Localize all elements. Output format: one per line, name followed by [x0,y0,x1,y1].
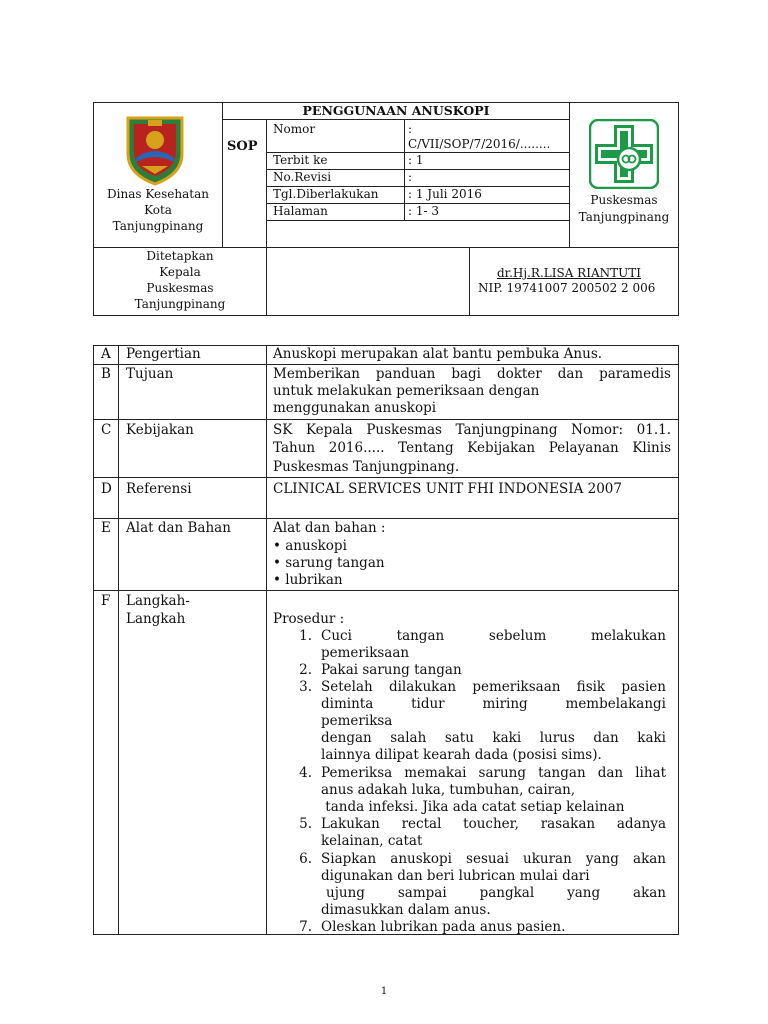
step-number: 3. [299,679,312,695]
row-e-label: Alat dan Bahan [126,520,231,536]
left-org-line-2: Kota [144,203,172,217]
city-emblem-icon [122,114,188,186]
step-line: dengan salah satu kaki lurus dan kaki [321,730,666,746]
row-a-letter: A [101,346,111,362]
signer-nip: NIP. 19741007 200502 2 006 [478,281,656,295]
step-line: dimasukkan dalam anus. [321,902,491,918]
row-d-label: Referensi [126,481,192,497]
step-line: pemeriksa [321,713,393,729]
row-e-content-4: • lubrikan [273,572,343,588]
step-number: 5. [299,816,312,832]
step-line: tanda infeksi. Jika ada catat setiap kelainan [321,799,625,815]
step-line: Pakai sarung tangan [321,662,462,678]
right-org-line-1: Puskesmas [590,193,658,207]
step-line: lainnya dilipat kearah dada (posisi sims). [321,747,602,763]
row-e-content-3: • sarung tangan [273,555,385,571]
row-c-content-1: SK Kepala Puskesmas Tanjungpinang Nomor: 01.1. [273,422,671,438]
right-org-line-2: Tanjungpinang [578,210,670,224]
step-line: pemeriksaan [321,645,410,661]
step-line: digunakan dan beri lubrican mulai dari [321,868,590,884]
row-b-content-1: Memberikan panduan bagi dokter dan paramedis [273,366,671,382]
meta-value-nomor: : [408,122,413,136]
step-line: Oleskan lubrikan pada anus pasien. [321,919,566,935]
row-c-content-2: Tahun 2016..... Tentang Kebijakan Pelayanan Klinis [273,440,671,456]
meta-label-nomor: Nomor [273,122,316,136]
row-c-letter: C [101,422,112,438]
row-f-letter: F [101,593,111,609]
step-line: diminta tidur miring membelakangi [321,696,666,712]
row-d-letter: D [101,481,112,497]
step-number: 1. [299,628,312,644]
step-number: 2. [299,662,312,678]
signer-name: dr.Hj.R.LISA RIANTUTI [497,266,641,280]
step-line: Lakukan rectal toucher, rasakan adanya [321,816,666,832]
row-b-label: Tujuan [126,366,174,382]
row-e-letter: E [101,520,111,536]
meta-value-tgl: : 1 Juli 2016 [408,187,482,201]
left-org-line-3: Tanjungpinang [112,219,204,233]
row-b-content-3: menggunakan anuskopi [273,400,437,416]
row-e-content-1: Alat dan bahan : [273,520,386,536]
row-c-content-3: Puskesmas Tanjungpinang. [273,459,460,475]
row-c-label: Kebijakan [126,422,194,438]
meta-value-halaman: : 1- 3 [408,204,439,218]
step-line: Pemeriksa memakai sarung tangan dan lihat [321,765,666,781]
meta-label-tgl: Tgl.Diberlakukan [273,187,379,201]
row-f-content-1: Prosedur : [273,611,345,627]
approval-line-4: Tanjungpinang [134,297,226,311]
meta-label-halaman: Halaman [273,204,328,218]
row-a-content: Anuskopi merupakan alat bantu pembuka Anus. [273,346,603,362]
step-number: 4. [299,765,312,781]
meta-label-terbit: Terbit ke [273,153,328,167]
page-number: 1 [380,986,388,997]
row-a-label: Pengertian [126,346,201,362]
puskesmas-logo-icon [589,119,659,189]
meta-value-nomor-2: C/VII/SOP/7/2016/........ [408,137,551,151]
row-b-content-2: untuk melakukan pemeriksaan dengan [273,383,540,399]
step-line: Siapkan anuskopi sesuai ukuran yang akan [321,851,666,867]
row-f-label-1: Langkah- [126,593,190,609]
step-line: Cuci tangan sebelum melakukan [321,628,666,644]
approval-line-3: Puskesmas [146,281,214,295]
row-b-letter: B [101,366,111,382]
step-number: 6. [299,851,312,867]
row-f-label-2: Langkah [126,611,186,627]
step-line: Setelah dilakukan pemeriksaan fisik pasien [321,679,666,695]
left-org-line-1: Dinas Kesehatan [107,187,209,201]
step-line: kelainan, catat [321,833,423,849]
approval-line-1: Ditetapkan [146,249,214,263]
row-d-content: CLINICAL SERVICES UNIT FHI INDONESIA 2007 [273,481,622,497]
sop-label: SOP [227,139,258,154]
approval-line-2: Kepala [159,265,201,279]
step-line: ujung sampai pangkal yang akan [326,885,666,901]
meta-label-revisi: No.Revisi [273,170,332,184]
meta-value-terbit: : 1 [408,153,424,167]
row-e-content-2: • anuskopi [273,538,347,554]
document-title: PENGGUNAAN ANUSKOPI [302,103,490,118]
step-number: 7. [299,919,312,935]
meta-value-revisi: : [408,170,413,184]
step-line: anus adakah luka, tumbuhan, cairan, [321,782,576,798]
